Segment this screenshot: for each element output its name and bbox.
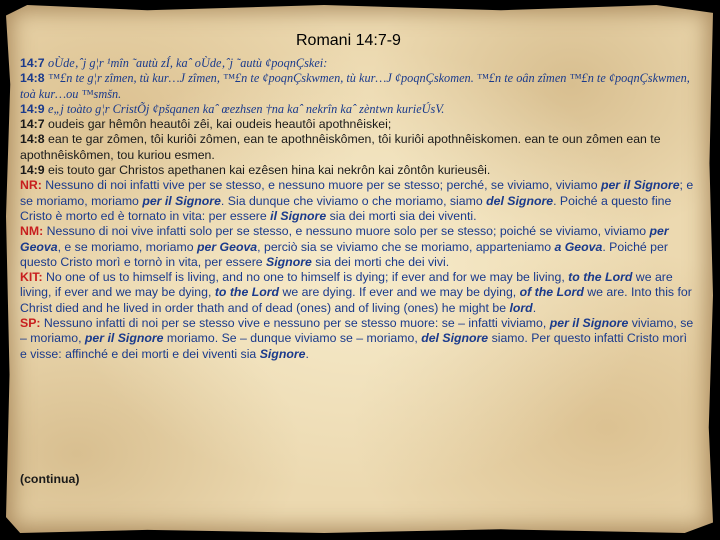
translation-text: . (305, 346, 309, 361)
verse-text: ean te gar zômen, tôi kuriôi zômen, ean te apothnêiskômen, tôi kuriôi apothnêiskomen. ean te oun zômen ean te apothnêiskômen, tou kuriou esmen. (20, 132, 661, 162)
emphasis: il Signore (270, 208, 327, 223)
translation-text: . (532, 300, 537, 315)
verse-text: oudeis gar hêmôn heautôi zêi, kai oudeis heautôi apothnêiskei; (48, 117, 392, 132)
translation-nr (20, 178, 696, 224)
translation-text: Nessuno di noi infatti vive per se stesso, e nessuno muore per se stesso; perché, se viviamo, viviamo (45, 178, 601, 193)
translation-text: viviamo, se – moriamo, (20, 316, 694, 346)
emphasis: per il Signore (600, 178, 680, 193)
verse-ref: 14:9 (20, 163, 45, 178)
verse-ref: 14:7 (20, 117, 45, 132)
emphasis: del Signore (486, 193, 554, 208)
translation-text: No one of us to himself is living, and no one to himself is dying; if ever and for we may be living, (45, 270, 569, 285)
page-title: Romani 14:7-9 (296, 32, 401, 49)
translation-nm (20, 224, 696, 270)
translation-text: Nessuno di noi vive infatti solo per se stesso, e nessuno muore solo per se stesso; poiché se viviamo, viviamo (46, 224, 650, 239)
greek-garbled-block (20, 56, 696, 117)
verse-ref: 14:8 (20, 132, 45, 147)
translation-text: we are. Into this for Christ died and he lived in order thath and of dead (ones) and of living (ones) he might be (20, 285, 692, 315)
verse-ref: 14:7 (20, 56, 45, 70)
emphasis: per il Signore (142, 193, 221, 208)
translation-text: . Poiché per questo Cristo morì e tornò in vita, per essere (20, 239, 668, 269)
emphasis: per Geova (20, 224, 669, 254)
translation-text: , e se moriamo, moriamo (57, 239, 197, 254)
translation-text: we are dying. If ever and we may be dying, (279, 285, 520, 300)
translation-text: . Poiché a questo fine Cristo è morto ed è tornato in vita: per essere (20, 193, 672, 223)
translation-sp (20, 316, 696, 362)
translation-text: siamo. Per questo infatti Cristo morì e visse: affinché e dei morti e dei viventi sia (20, 331, 688, 361)
verse-line (20, 56, 696, 71)
translation-label: SP: (20, 316, 41, 331)
verse-ref: 14:9 (20, 101, 45, 116)
emphasis: del Signore (421, 331, 489, 346)
verse-content (20, 56, 696, 362)
verse-line (20, 71, 696, 102)
verse-ref: 14:8 (20, 71, 45, 86)
verse-line (20, 163, 696, 178)
emphasis: per il Signore (549, 316, 629, 331)
translation-text: . Sia dunque che viviamo o che moriamo, siamo (220, 193, 487, 208)
verse-text: e„j toàto g¦r CristÕj ¢pšqanen kaˆ œezhsen †na kaˆ nekrîn kaˆ zèntwn kurieÚsV. (48, 101, 445, 116)
emphasis: Signore (259, 346, 306, 361)
emphasis: a Geova (554, 239, 603, 254)
emphasis: per Geova (197, 239, 258, 254)
translation-text: Nessuno infatti di noi per se stesso vive e nessuno per se stesso muore: se – infatti viviamo, (43, 316, 550, 331)
translation-text: sia dei morti che dei vivi. (311, 254, 450, 269)
translation-kit (20, 270, 696, 316)
emphasis: to the Lord (568, 270, 633, 285)
verse-line (20, 117, 696, 132)
emphasis: Signore (266, 254, 312, 269)
verse-text: ™£n te g¦r zîmen, tù kur…J zîmen, ™£n te ¢poqnÇskwmen, tù kur…J ¢poqnÇskomen. ™£n te oân zîmen ™£n te ¢poqnÇskwmen, toà kur…ou ™smšn. (20, 71, 690, 101)
emphasis: to the Lord (214, 285, 280, 300)
verse-line (20, 102, 696, 117)
verse-line (20, 132, 696, 163)
translation-label: NM: (20, 224, 44, 239)
verse-text: eis touto gar Christos apethanen kai ezêsen hina kai nekrôn kai zôntôn kurieusêi. (48, 163, 491, 178)
translation-label: KIT: (20, 270, 43, 285)
continued-note: (continua) (20, 472, 80, 486)
verse-text: oÙde‚ˆj g¦r ¹mîn ˜autù zÍ, kaˆ oÙde‚ˆj ˜autù ¢poqnÇskei: (48, 56, 328, 70)
translation-text: we are living, if ever and we may be dying, (20, 270, 673, 300)
translation-text: , perciò sia se viviamo che se moriamo, apparteniamo (257, 239, 555, 254)
translation-label: NR: (20, 178, 42, 193)
translation-text: moriamo. Se – dunque viviamo se – moriamo, (163, 331, 422, 346)
translation-text: ; e se moriamo, moriamo (20, 178, 694, 208)
greek-translit-block (20, 117, 696, 178)
emphasis: of the Lord (519, 285, 584, 300)
emphasis: per il Signore (84, 331, 164, 346)
translation-text: sia dei morti sia dei viventi. (326, 208, 477, 223)
emphasis: lord (509, 300, 533, 315)
